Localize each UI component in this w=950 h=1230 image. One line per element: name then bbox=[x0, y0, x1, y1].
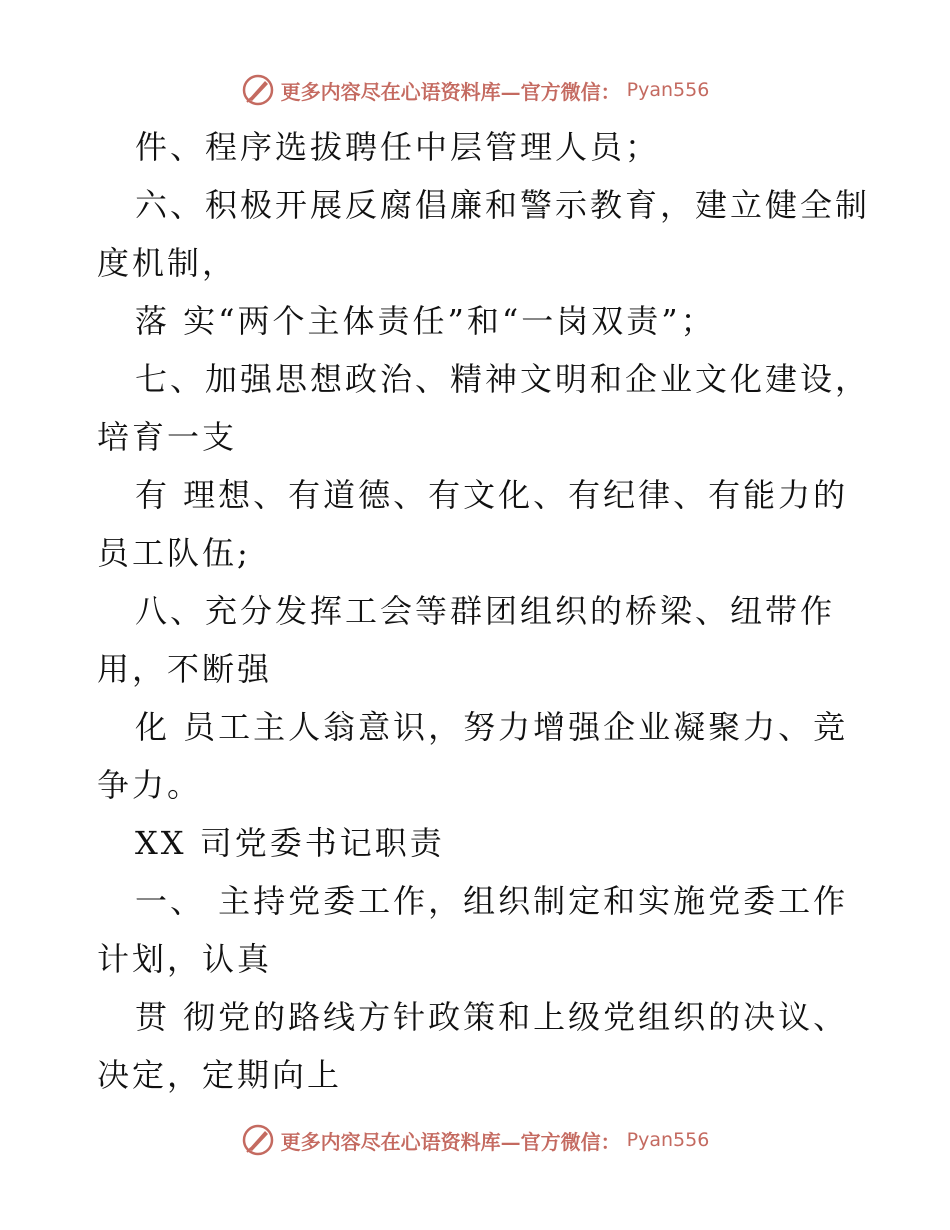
text-line: 计划，认真 bbox=[97, 940, 273, 978]
feather-pen-logo-icon bbox=[241, 1123, 275, 1157]
text-line: 争力。 bbox=[97, 766, 203, 804]
watermark-contact: Pyan556 bbox=[626, 1129, 710, 1151]
text-line: 决定，定期向上 bbox=[97, 1056, 343, 1094]
text-line: 化 员工主人翁意识，努力增强企业凝聚力、竞 bbox=[135, 708, 849, 746]
document-body bbox=[97, 118, 871, 1104]
header-watermark bbox=[0, 70, 950, 110]
watermark-contact: Pyan556 bbox=[626, 79, 710, 101]
text-line: 贯 彻党的路线方针政策和上级党组织的决议、 bbox=[135, 998, 849, 1036]
text-line: 落 实“两个主体责任”和“一岗双责”； bbox=[135, 302, 716, 340]
text-line: 用，不断强 bbox=[97, 650, 273, 688]
text-line: 有 理想、有道德、有文化、有纪律、有能力的 bbox=[135, 476, 849, 514]
text-line: 员工队伍; bbox=[97, 534, 251, 572]
watermark-text: 更多内容尽在心语资料库—官方微信： bbox=[280, 79, 621, 104]
text-line: 度机制， bbox=[97, 244, 238, 282]
text-line: 件、程序选拔聘任中层管理人员； bbox=[135, 128, 661, 166]
feather-pen-logo-icon bbox=[241, 73, 275, 107]
text-line: 八、充分发挥工会等群团组织的桥梁、纽带作 bbox=[135, 592, 836, 630]
text-line: 六、积极开展反腐倡廉和警示教育，建立健全制 bbox=[135, 186, 871, 224]
watermark-text: 更多内容尽在心语资料库—官方微信： bbox=[280, 1129, 621, 1154]
section-heading: XX 司党委书记职责 bbox=[135, 824, 445, 862]
text-line: 一、 主持党委工作，组织制定和实施党委工作 bbox=[135, 882, 849, 920]
text-line: 培育一支 bbox=[97, 418, 238, 456]
text-line: 七、加强思想政治、精神文明和企业文化建设， bbox=[135, 360, 871, 398]
footer-watermark bbox=[0, 1120, 950, 1160]
